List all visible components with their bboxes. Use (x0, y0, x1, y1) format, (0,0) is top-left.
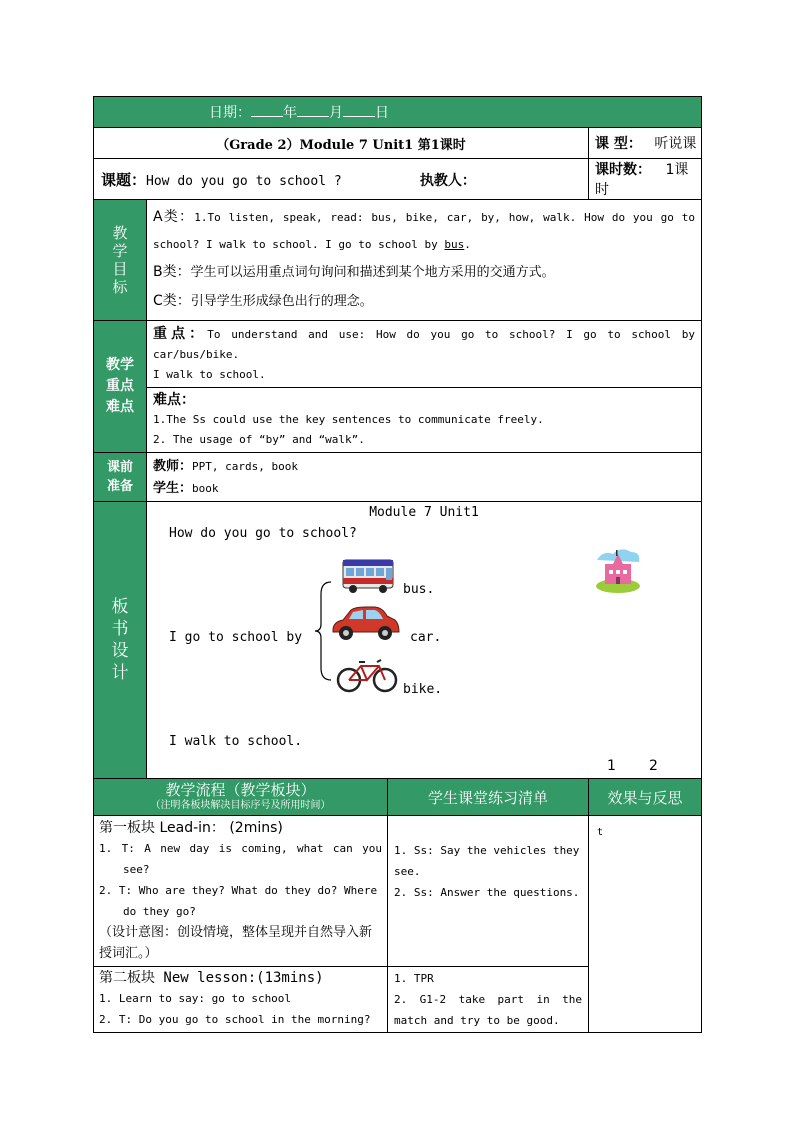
block2-practice-item: 2. G1-2 take part in the match and try to be good. (394, 993, 582, 1027)
block2-practice (388, 967, 589, 1033)
lesson-plan-table (93, 96, 702, 1033)
class-type-label: 课 型： (595, 136, 642, 152)
block1-practice (388, 816, 589, 967)
board-option-car: car. (410, 630, 442, 645)
block1-note: （设计意图：创设情境，整体呈现并自然导入新授词汇。） (99, 925, 373, 961)
topic-cell (94, 159, 589, 200)
block2-process (94, 967, 388, 1033)
block2-practice-item: 1. TPR (394, 972, 434, 985)
flow-col1-title: 教学流程（教学板块） (165, 780, 316, 799)
objective-b-label: B类： (153, 264, 191, 280)
objective-c (153, 287, 695, 316)
side-char: 难点 (106, 399, 134, 415)
difficulty-item: 1.The Ss could use the key sentences to communicate freely. (153, 413, 544, 426)
block2-item: 2. T: Do you go to school in the morning? (99, 1013, 371, 1026)
side-char: 计 (111, 663, 129, 683)
block1-item: 1. T: A new day is coming, what can you see? (99, 842, 382, 876)
objectives-content (147, 200, 702, 321)
class-type-cell (589, 128, 702, 159)
prep-student (153, 477, 695, 499)
prep-teacher-items: PPT, cards, book (192, 460, 298, 473)
objective-b-text: 学生可以运用重点词句询问和描述到某个地方采用的交通方式。 (190, 265, 555, 280)
difficulty-item: 2. The usage of “by” and “walk”. (153, 433, 365, 446)
board-question: How do you go to school? (169, 526, 357, 541)
board-option-bus: bus. (403, 582, 435, 597)
side-char: 课前 (106, 460, 133, 475)
objective-a-label: A类： (153, 209, 195, 225)
side-char: 书 (111, 619, 129, 639)
focus-text (153, 324, 695, 365)
prep-student-items: book (192, 482, 219, 495)
date-prefix: 日期： (209, 105, 251, 121)
side-char: 标 (112, 278, 128, 296)
flow-header-process (94, 779, 388, 816)
school-icon (593, 546, 643, 594)
focus-label: 重点： (153, 326, 208, 342)
topic-value: How do you go to school ? (146, 173, 342, 189)
side-char: 设 (111, 641, 129, 661)
focus-text-value: To understand and use: How do you go to school? I go to school by car/bus/bike. (153, 328, 696, 361)
date-month: 月 (329, 105, 343, 121)
prep-student-label: 学生： (153, 481, 193, 496)
difficulty-label: 难点： (153, 392, 195, 408)
board-stem: I go to school by (169, 630, 303, 645)
block1-process (94, 816, 388, 967)
block1-title: 第一板块 Lead-in： (2mins) (99, 820, 283, 836)
bicycle-icon (335, 654, 399, 694)
side-char: 教学 (106, 357, 134, 373)
keypoints-side-label (94, 321, 147, 453)
objective-b (153, 258, 695, 287)
teacher-label: 执教人： (419, 172, 476, 189)
flow-col1-note: （注明各板块解决目标序号及所用时间） (150, 799, 331, 811)
page-mark: 2 (649, 758, 658, 774)
date-day: 日 (375, 105, 389, 121)
focus-line2: I walk to school. (153, 368, 266, 381)
block2-title: 第二板块 New lesson:(13mins) (99, 970, 324, 986)
board-title: Module 7 Unit1 (369, 505, 479, 520)
reflection-mark: t (597, 827, 604, 838)
prep-teacher-label: 教师： (153, 459, 193, 474)
module-title-text: （Grade 2）Module 7 Unit1 第1课时 (216, 137, 466, 153)
block2-item: 1. Learn to say: go to school (99, 992, 292, 1005)
objective-c-label: C类： (153, 293, 191, 309)
car-icon (329, 604, 401, 644)
module-title (94, 128, 589, 159)
block1-practice-item: 1. Ss: Say the vehicles they see. (394, 844, 580, 878)
block1-practice-item: 2. Ss: Answer the questions. (394, 886, 580, 899)
reflection-cell (589, 816, 702, 1033)
board-design-cell (147, 502, 702, 779)
board-option-bike: bike. (403, 682, 443, 697)
objective-a (153, 204, 695, 258)
prep-side-label (94, 453, 147, 502)
board-walk: I walk to school. (169, 734, 303, 749)
focus-cell (147, 321, 702, 388)
class-type-value: 听说课 (654, 136, 697, 152)
hours-label: 课时数： (595, 162, 651, 178)
date-row (94, 97, 702, 128)
side-char: 目 (112, 260, 128, 278)
objectives-side-label (94, 200, 147, 321)
board-side-label (94, 502, 147, 779)
flow-header-practice: 学生课堂练习清单 (388, 779, 589, 816)
side-char: 板 (111, 597, 129, 617)
side-char: 准备 (106, 479, 133, 494)
bus-icon (341, 556, 395, 596)
hours-cell (589, 159, 702, 200)
flow-header-reflection: 效果与反思 (589, 779, 702, 816)
side-char: 学 (112, 242, 128, 260)
objective-a-underlined: bus (444, 238, 465, 251)
objective-c-text: 引导学生形成绿色出行的理念。 (190, 294, 373, 309)
hours-value: 1课时 (595, 162, 689, 198)
block1-item: 2. T: Who are they? What do they do? Where do they go? (99, 884, 378, 918)
page-mark: 1 (607, 758, 616, 774)
difficulty-cell (147, 388, 702, 453)
prep-cell (147, 453, 702, 502)
topic-label: 课题： (101, 170, 147, 189)
prep-teacher (153, 455, 695, 477)
date-year: 年 (283, 105, 297, 121)
lesson-plan-page (93, 96, 701, 1033)
objective-a-end: . (464, 238, 471, 251)
side-char: 教 (112, 224, 128, 242)
side-char: 重点 (106, 378, 134, 394)
objective-a-text: 1.To listen, speak, read: bus, bike, car, by, how, walk. How do you go to school? I walk to school. I go to school by (153, 211, 695, 251)
